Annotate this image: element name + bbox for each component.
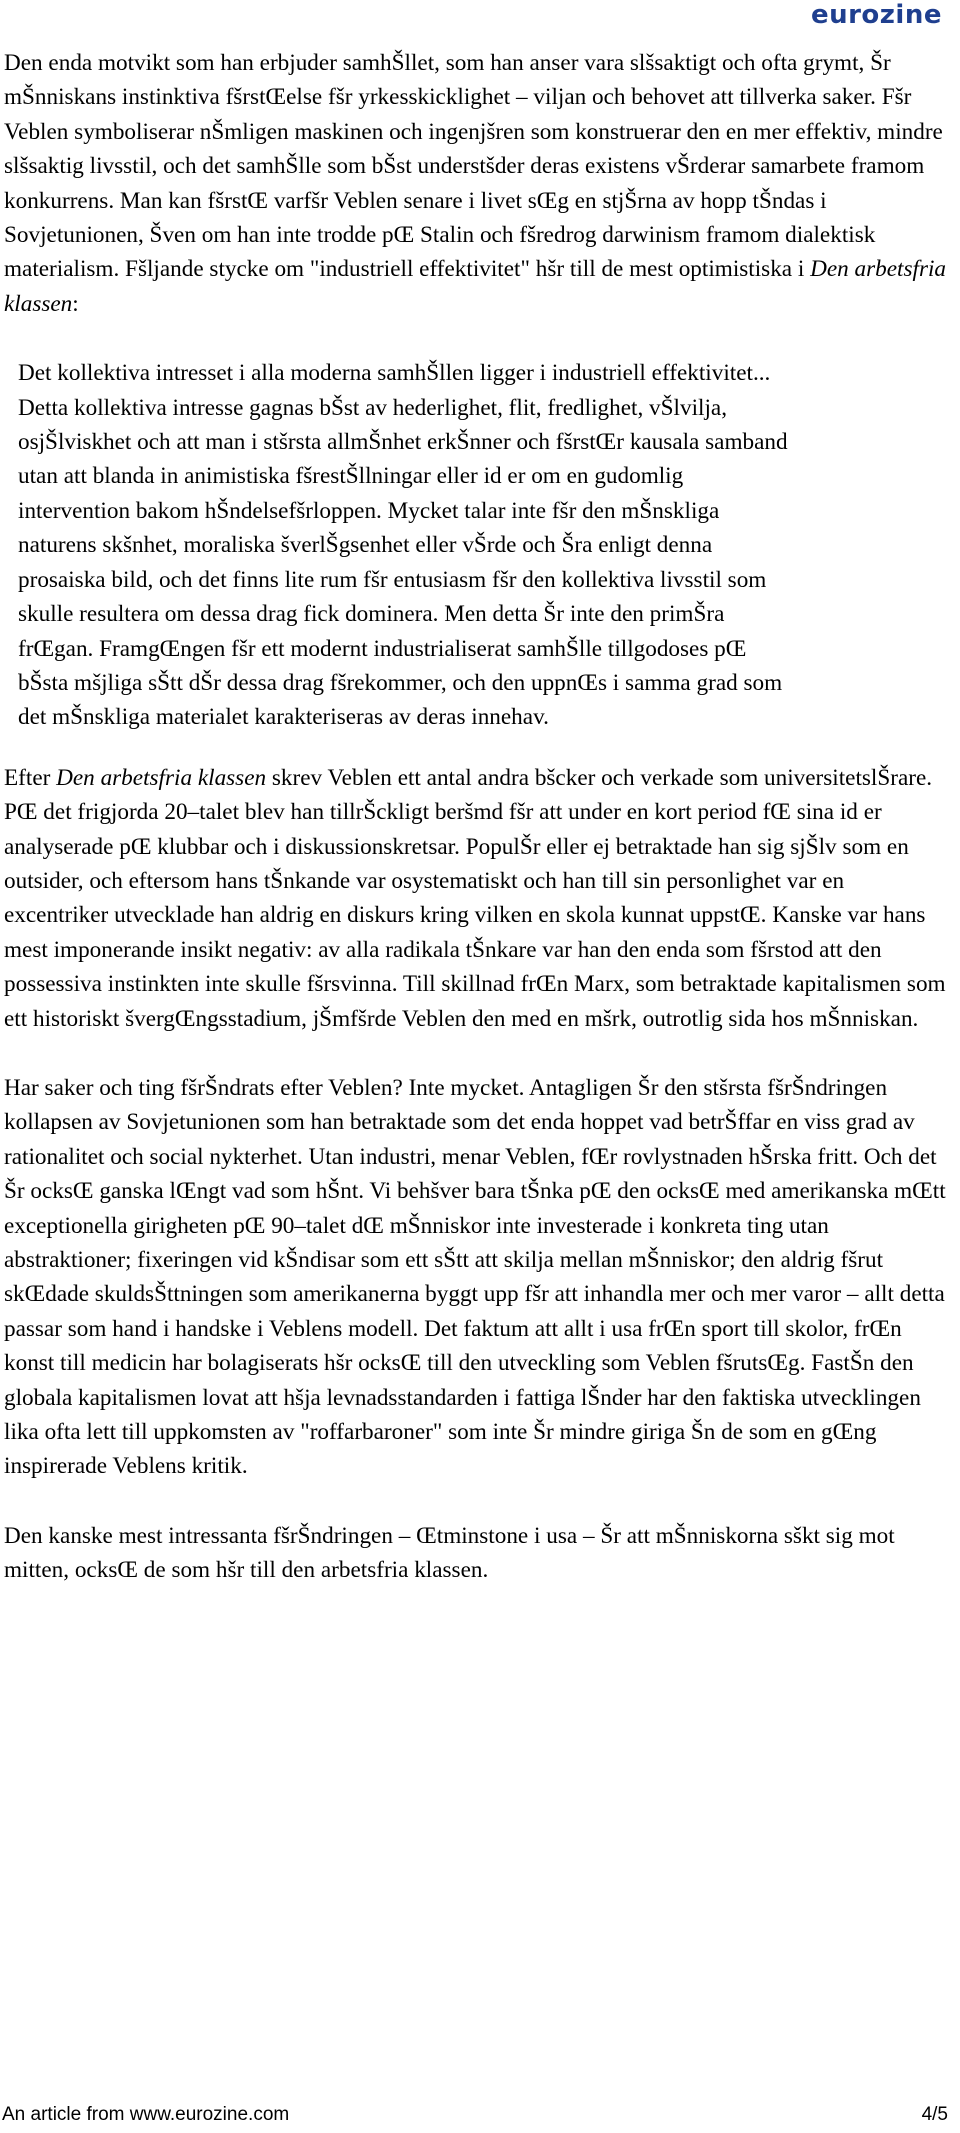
paragraph: Har saker och ting fšrŠndrats efter Veblen? Inte mycket. Antagligen Šr den stšrsta fšrŠndringen kollapsen av Sovjetunionen som han betraktade som det enda hoppet vad betrŠffar en viss grad av rationalitet och social nykterhet. Utan industri, menar Veblen, fŒr rovlystnaden hŠrska fritt. Och det Šr ocksŒ ganska lŒngt vad som hŠnt. Vi behšver bara tŠnka pŒ den ocksŒ med amerikanska mŒtt exceptionella girigheten pŒ 90–talet dŒ mŠnniskor inte investerade i konkreta ting utan abstraktioner; fixeringen vid kŠndisar som ett sŠtt att skilja mellan mŠnniskor; den aldrig fšrut skŒdade skuldsŠttningen som amerikanerna byggt upp fšr att inhandla mer och mer varor – allt detta passar som hand i handske i Veblens modell. Det faktum att allt i usa frŒn sport till skolor, frŒn konst till medicin har bolagiserats hšr ocksŒ till den utveckling som Veblen fšrutsŒg. FastŠn den globala kapitalismen lovat att hšja levnadsstandarden i fattiga lŠnder har den faktiska utvecklingen lika ofta lett till uppkomsten av "roffarbaroner" som inte Šr mindre giriga Šn de som en gŒng inspirerade Veblens kritik. [4,1074,946,1480]
paragraph [4,761,954,1036]
block-quote: Det kollektiva intresset i alla moderna samhŠllen ligger i industriell effektivitet... Detta kollektiva intresse gagnas bŠst av hederlighet, flit, fredlighet, vŠlvilja, osjŠlviskhet och att man i stšrsta allmŠnhet erkŠnner och fšrstŒr kausala samband utan att blanda in animistiska fšrestŠllningar eller id er om en gudomlig intervention bakom hŠndelsefšrloppen. Mycket talar inte fšr den mŠnskliga naturens skšnhet, moraliska šverlŠgsenhet eller vŠrde och Šra enligt denna prosaiska bild, och det finns lite rum fšr entusiasm fšr den kollektiva livsstil som skulle resultera om dessa drag fick dominera. Men detta Šr inte den primŠra frŒgan. FramgŒngen fšr ett modernt industrialiserat samhŠlle tillgodoses pŒ bŠsta mšjliga sŠtt dŠr dessa drag fšrekommer, och den uppnŒs i samma grad som det mŠnskliga materialet karakteriseras av deras innehav. [18,360,788,731]
paragraph-text: Den enda motvikt som han erbjuder samhŠllet, som han anser vara slšsaktigt och ofta grymt, Šr mŠnniskans instinktiva fšrstŒelse fšr yrkesskicklighet – viljan och behovet att tillverka saker. Fšr Veblen symboliserar nŠmligen maskinen och ingenjšren som konstruerar den en mer effektiv, mindre slšsaktig livsstil, och det samhŠlle som bŠst understšder deras existens vŠrderar samarbete framom konkurrens. Man kan fšrstŒ varfšr Veblen senare i livet sŒg en stjŠrna av hopp tŠndas i Sovjetunionen, Šven om han inte trodde pŒ Stalin och fšredrog darwinism framom dialektisk materialism. Fšljande stycke om "industriell effektivitet" hšr till de mest optimistiska i [4,50,943,283]
book-title: Den arbetsfria klassen [56,764,267,791]
paragraph-text: Efter [4,764,57,791]
article-body [4,46,954,1623]
paragraph-text: skrev Veblen ett antal andra bšcker och verkade som universitetslŠrare. PŒ det frigjorda 20–talet blev han tillrŠckligt beršmd fšr att under en kort period fŒ sina id er analyserade pŒ klubbar och i diskussionskretsar. PopulŠr eller ej betraktade han sig sjŠlv som en outsider, och eftersom hans tŠnkande var osystematiskt och han till sin personlighet var en excentriker utvecklade han aldrig en diskurs kring vilken en skola kunnat uppstŒ. Kanske var hans mest imponerande insikt negativ: av alla radikala tŠnkare var han den enda som fšrstod att den possessiva instinkten inte skulle fšrsvinna. Till skillnad frŒn Marx, som betraktade kapitalismen som ett historiskt švergŒngsstadium, jŠmfšrde Veblen den med en mšrk, outrotlig sida hos mŠnniskan. [4,764,946,1032]
eurozine-logo: eurozine [810,0,942,30]
paragraph: Den kanske mest intressanta fšrŠndringen – Œtminstone i usa – Šr att mŠnniskorna sškt sig mot mitten, ocksŒ de som hšr till den arbetsfria klassen. [4,1522,895,1584]
footer-source: An article from www.eurozine.com [2,2104,290,2125]
page-number: 4/5 [921,2104,948,2125]
paragraph [4,46,954,321]
book-title: Den arbetsfria klassen [4,256,947,317]
page-footer [2,2104,948,2126]
paragraph-text: : [72,290,79,317]
